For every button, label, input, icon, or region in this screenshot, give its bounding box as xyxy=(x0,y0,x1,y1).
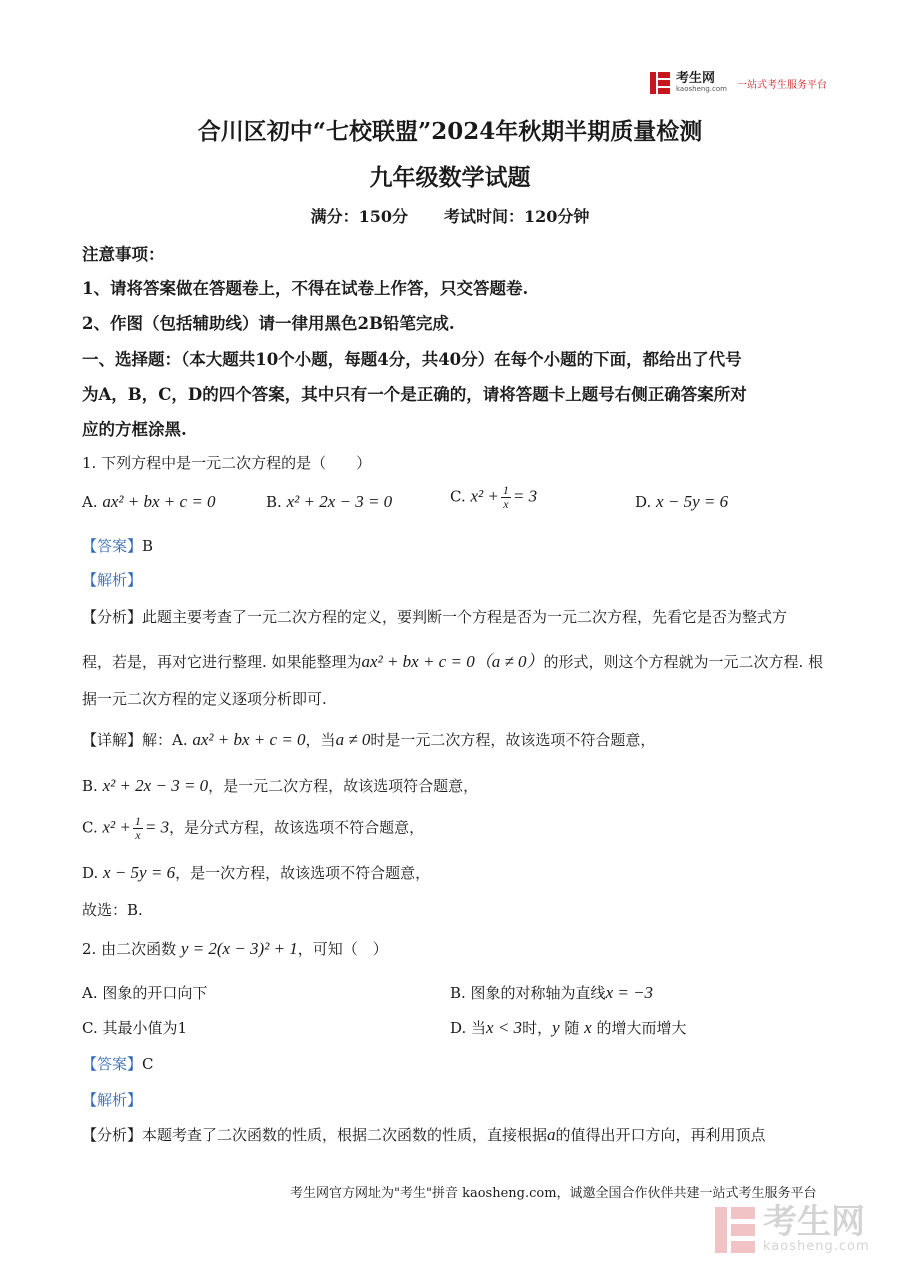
fraction: $\frac{1}{x}$ xyxy=(502,483,509,511)
exam-title: 合川区初中“七校联盟”2024年秋期半期质量检测 xyxy=(197,118,703,145)
exam-meta xyxy=(0,204,900,227)
notice-item: 2、作图（包括辅助线）请一律用黑色2B铅笔完成. xyxy=(82,314,455,333)
q1-fenxi-line: 【分析】此题主要考查了一元二次方程的定义，要判断一个方程是否为一元二次方程，先看它是否为整式方 xyxy=(82,608,788,626)
q1-option-a-math: ax² + bx + c = 0 xyxy=(102,492,216,511)
q1-answer: 【答案】B xyxy=(82,537,154,555)
q2-option-b: B. 图象的对称轴为直线x = −3 xyxy=(450,983,654,1002)
q1-conclusion: 故选：B. xyxy=(82,901,143,919)
q1-option-b-math: x² + 2x − 3 = 0 xyxy=(286,492,393,511)
kaosheng-logo-icon xyxy=(650,72,670,94)
section-heading-line: 应的方框涂黑. xyxy=(82,420,187,439)
exam-subtitle: 九年级数学试题 xyxy=(369,164,531,191)
brand-name: 考生网 xyxy=(676,71,716,86)
brand-slogan: 一站式考生服务平台 xyxy=(736,79,827,91)
watermark-logo xyxy=(715,1202,870,1254)
watermark-logo-icon xyxy=(715,1207,755,1253)
q2-fenxi-line: 【分析】本题考查了二次函数的性质，根据二次函数的性质，直接根据a的值得出开口方向，再利用顶点 xyxy=(82,1125,766,1144)
q2-option-d: D. 当x < 3时，y 随 x 的增大而增大 xyxy=(450,1018,687,1037)
notice-heading: 注意事项： xyxy=(82,245,165,264)
q1-detail-c: C. x² + $\frac{1}{x}$ = 3，是分式方程，故该选项不符合题意， xyxy=(82,814,425,842)
section-heading-line: 为A，B，C，D的四个答案，其中只有一个是正确的，请将答题卡上题号右侧正确答案所对 xyxy=(82,385,747,404)
q1-option-b: B. x² + 2x − 3 = 0 xyxy=(266,492,393,511)
section-heading-line: 一、选择题：（本大题共10个小题，每题4分，共40分）在每个小题的下面，都给出了代号 xyxy=(82,350,742,369)
q1-analysis-tag: 【解析】 xyxy=(82,571,143,589)
q1-fenxi-line: 据一元二次方程的定义逐项分析即可. xyxy=(82,690,327,708)
q2-option-a: A. 图象的开口向下 xyxy=(82,984,208,1002)
q1-option-a: A. ax² + bx + c = 0 xyxy=(82,492,216,511)
fraction: $\frac{1}{x}$ xyxy=(134,814,141,842)
q2-analysis-tag: 【解析】 xyxy=(82,1091,143,1109)
q1-option-d-math: x − 5y = 6 xyxy=(656,492,729,511)
q2-option-c: C. 其最小值为1 xyxy=(82,1019,188,1037)
page-footer: 考生网官方网址为"考生"拼音 kaosheng.com，诚邀全国合作伙伴共建一站式考生服务平台 xyxy=(290,1186,817,1201)
q1-detail-b: B. x² + 2x − 3 = 0，是一元二次方程，故该选项符合题意， xyxy=(82,776,479,795)
q1-detail-d: D. x − 5y = 6，是一次方程，故该选项不符合题意， xyxy=(82,863,431,882)
q2-answer: 【答案】C xyxy=(82,1055,154,1073)
watermark-brand-name: 考生网 xyxy=(763,1202,865,1242)
watermark-brand-domain: kaosheng.com xyxy=(763,1239,870,1254)
q1-option-d: D. x − 5y = 6 xyxy=(635,492,729,511)
q1-detail-a: 【详解】解：A. ax² + bx + c = 0，当a ≠ 0时是一元二次方程，故该选项不符合题意， xyxy=(82,730,656,749)
q1-fenxi-line: 程，若是，再对它进行整理. 如果能整理为ax² + bx + c = 0（a ≠ 0）的形式，则这个方程就为一元二次方程. 根 xyxy=(82,652,824,671)
header-logo xyxy=(650,72,827,94)
notice-item: 1、请将答案做在答题卷上，不得在试卷上作答，只交答题卷. xyxy=(82,279,529,298)
q1-option-c: C. x² + $\frac{1}{x}$ = 3 xyxy=(450,483,538,511)
brand-domain: kaosheng.com xyxy=(676,85,727,93)
full-score: 满分：150分 xyxy=(310,207,408,226)
question-2-stem: 2. 由二次函数 y = 2(x − 3)² + 1，可知（ ） xyxy=(82,939,388,958)
question-1-stem: 1. 下列方程中是一元二次方程的是（ ） xyxy=(82,454,372,472)
exam-time: 考试时间：120分钟 xyxy=(444,207,590,226)
